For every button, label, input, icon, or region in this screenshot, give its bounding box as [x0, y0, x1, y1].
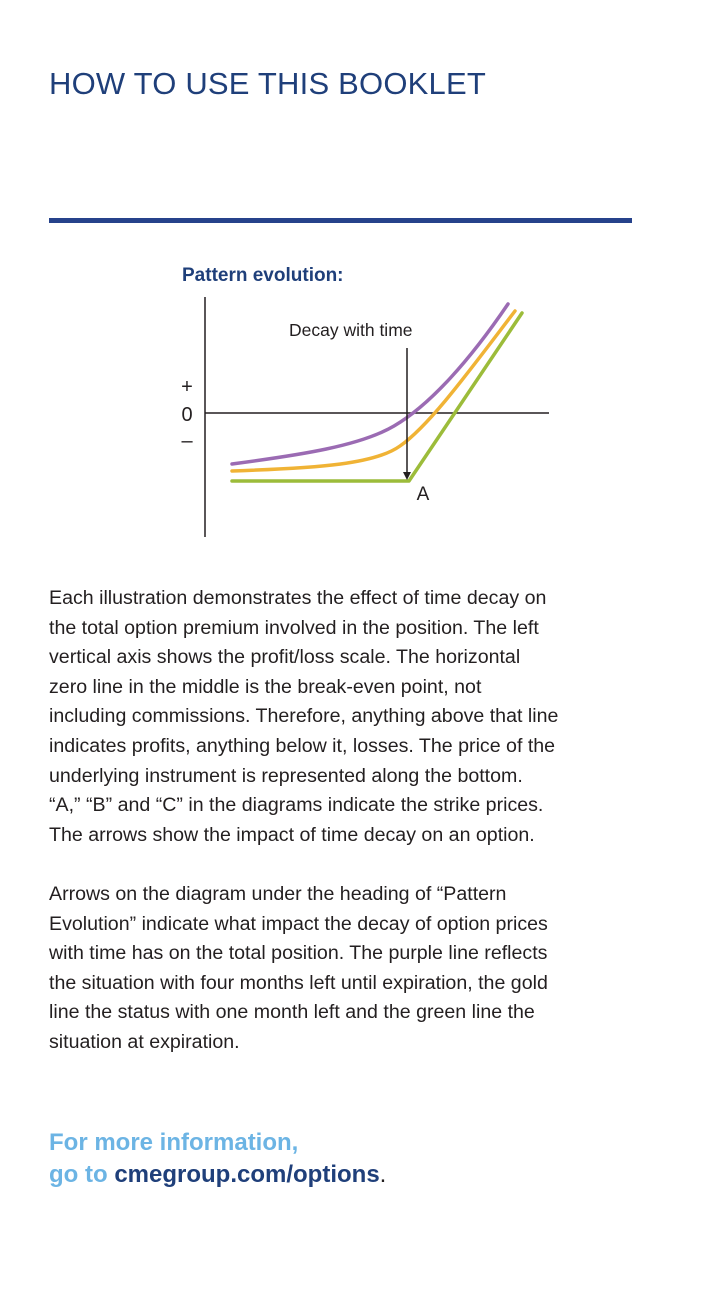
text-line: The arrows show the impact of time decay on an option. [49, 823, 535, 846]
website-link[interactable]: cmegroup.com/options [114, 1161, 380, 1188]
more-info-callout [49, 1127, 386, 1191]
more-info-prefix: go to [49, 1161, 115, 1188]
text-line: situation at expiration. [49, 1030, 240, 1053]
paragraph-arrows [49, 880, 649, 1058]
strike-label-a: A [416, 484, 430, 505]
y-label-zero: 0 [181, 404, 193, 426]
text-line: underlying instrument is represented along the bottom. [49, 764, 523, 787]
text-line: Each illustration demonstrates the effect of time decay on [49, 587, 547, 609]
text-line: line the status with one month left and the green line the [49, 1001, 535, 1024]
text-line: the situation with four months left until expiration, the gold [49, 971, 548, 994]
y-label-plus: + [181, 376, 193, 398]
decay-annotation: Decay with time [289, 320, 413, 340]
text-line: with time has on the total position. The purple line reflects [49, 942, 548, 965]
text-line: “A,” “B” and “C” in the diagrams indicate the strike prices. [49, 794, 544, 817]
text-line: zero line in the middle is the break-even point, not [49, 675, 482, 698]
y-label-minus: – [181, 430, 193, 452]
text-line: including commissions. Therefore, anything above that line [49, 705, 559, 728]
text-line: indicates profits, anything below it, losses. The price of the [49, 734, 556, 757]
diagram-heading: Pattern evolution: [182, 265, 344, 286]
paragraph-illustrations [49, 584, 649, 850]
page-title: HOW TO USE THIS BOOKLET [49, 66, 486, 101]
text-line: Evolution” indicate what impact the decay of option prices [49, 912, 548, 935]
text-line: the total option premium involved in the position. The left [49, 616, 539, 639]
more-info-suffix: . [379, 1161, 387, 1188]
text-line: Arrows on the diagram under the heading of “Pattern [49, 883, 507, 905]
more-info-line: For more information, [49, 1129, 299, 1156]
text-line: vertical axis shows the profit/loss scale. The horizontal [49, 646, 521, 669]
